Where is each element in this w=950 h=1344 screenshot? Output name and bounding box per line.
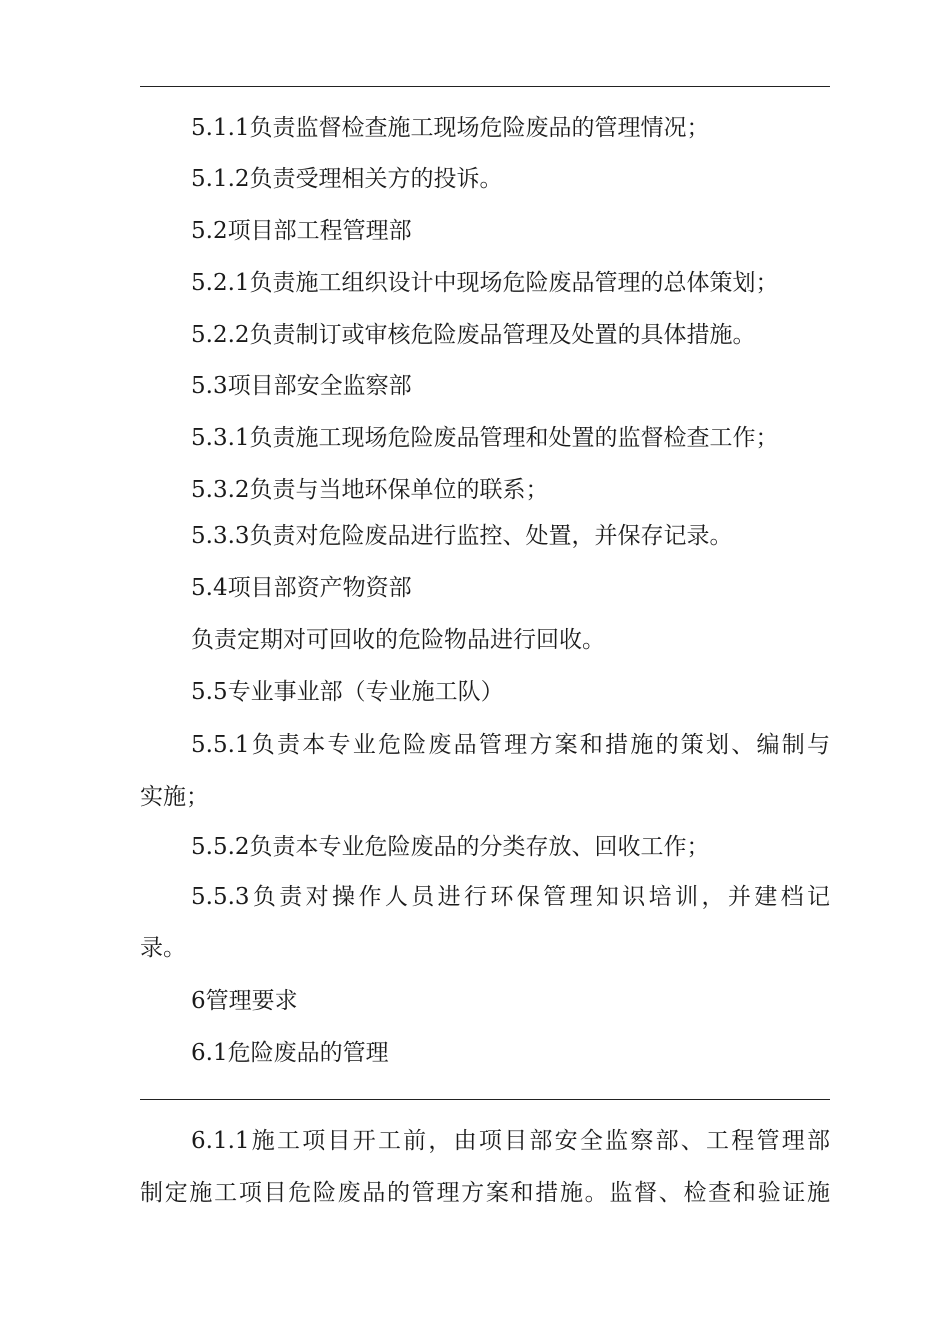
paragraph-5-5-2: 5.5.2负责本专业危险废品的分类存放、回收工作；: [191, 834, 710, 860]
paragraph-5-5-3-line-1: 5.5.3负责对操作人员进行环保管理知识培训，并建档记: [191, 884, 830, 910]
paragraph-5-5-1-line-1: 5.5.1负责本专业危险废品管理方案和措施的策划、编制与: [191, 732, 830, 758]
heading-5-5: 5.5专业事业部（专业施工队）: [191, 679, 504, 705]
paragraph-5-3-3: 5.3.3负责对危险废品进行监控、处置，并保存记录。: [191, 523, 733, 549]
paragraph-5-1-2: 5.1.2负责受理相关方的投诉。: [191, 166, 503, 192]
heading-5-2: 5.2项目部工程管理部: [191, 218, 412, 244]
paragraph-5-5-1-line-2: 实施；: [140, 784, 209, 810]
heading-5-3: 5.3项目部安全监察部: [191, 373, 412, 399]
paragraph-6-1-1-line-1: 6.1.1施工项目开工前，由项目部安全监察部、工程管理部: [191, 1128, 830, 1154]
heading-5-4: 5.4项目部资产物资部: [191, 575, 412, 601]
paragraph-5-1-1: 5.1.1负责监督检查施工现场危险废品的管理情况；: [191, 115, 710, 141]
top-divider: [140, 86, 830, 87]
heading-6: 6管理要求: [191, 988, 298, 1014]
paragraph-6-1-1-line-2: 制定施工项目危险废品的管理方案和措施。监督、检查和验证施: [140, 1180, 830, 1206]
paragraph-5-2-2: 5.2.2负责制订或审核危险废品管理及处置的具体措施。: [191, 322, 756, 348]
paragraph-5-3-2: 5.3.2负责与当地环保单位的联系；: [191, 477, 549, 503]
page-break-divider: [140, 1099, 830, 1100]
heading-6-1: 6.1危险废品的管理: [191, 1040, 389, 1066]
paragraph-5-2-1: 5.2.1负责施工组织设计中现场危险废品管理的总体策划；: [191, 270, 779, 296]
paragraph-5-3-1: 5.3.1负责施工现场危险废品管理和处置的监督检查工作；: [191, 425, 779, 451]
paragraph-5-4: 负责定期对可回收的危险物品进行回收。: [191, 627, 605, 653]
paragraph-5-5-3-line-2: 录。: [140, 935, 186, 961]
